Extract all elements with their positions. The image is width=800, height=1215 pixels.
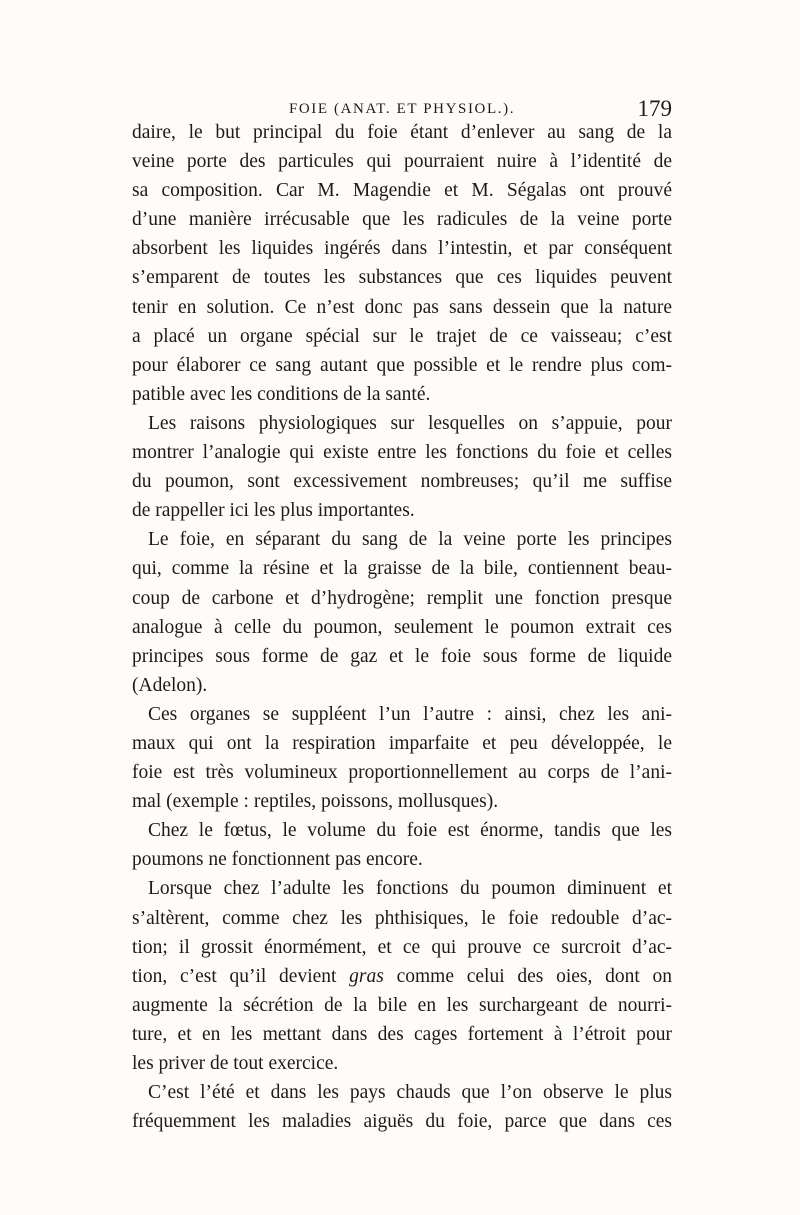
text-line: montrer l’analogie qui existe entre les fonctions du foie et celles — [132, 442, 672, 464]
text-line: pour élaborer ce sang autant que possible et le rendre plus com- — [132, 354, 672, 376]
text-line: Lorsque chez l’adulte les fonctions du poumon diminuent et — [148, 878, 672, 900]
text-line: foie est très volumineux proportionnellement au corps de l’ani- — [132, 762, 672, 784]
body-text — [132, 118, 672, 1136]
text-line: Le foie, en séparant du sang de la veine porte les principes — [148, 529, 672, 551]
text-line — [132, 962, 672, 991]
text-line: coup de carbone et d’hydrogène; remplit une fonction presque — [132, 587, 672, 609]
text-line: tion; il grossit énormément, et ce qui prouve ce surcroit d’ac- — [132, 936, 672, 958]
text-line: patible avec les conditions de la santé. — [132, 383, 431, 405]
text-line: mal (exemple : reptiles, poissons, mollusques). — [132, 791, 499, 813]
text-line: Les raisons physiologiques sur lesquelles on s’appuie, pour — [148, 412, 672, 434]
text-line: augmente la sécrétion de la bile en les surchargeant de nourri- — [132, 994, 672, 1016]
text-line: du poumon, sont excessivement nombreuses; qu’il me suffise — [132, 471, 672, 493]
text-line: qui, comme la résine et la graisse de la bile, contiennent beau- — [132, 558, 672, 580]
running-title: FOIE (ANAT. ET PHYSIOL.). — [288, 101, 516, 117]
text-line: tenir en solution. Ce n’est donc pas sans dessein que la nature — [132, 296, 672, 318]
text-line: daire, le but principal du foie étant d’enlever au sang de la — [132, 122, 672, 143]
text-line: maux qui ont la respiration imparfaite et peu développée, le — [132, 732, 672, 754]
text-line: fréquemment les maladies aiguës du foie, parce que dans ces — [132, 1111, 672, 1133]
italic-word: gras — [349, 965, 384, 987]
text-line: s’emparent de toutes les substances que ces liquides peuvent — [132, 267, 672, 289]
page-number: 179 — [637, 96, 672, 121]
text-segment: comme celui des oies, dont on — [383, 965, 672, 987]
text-line: veine porte des particules qui pourraient nuire à l’identité de — [132, 151, 672, 173]
text-line: (Adelon). — [132, 674, 208, 696]
text-line: Chez le fœtus, le volume du foie est énorme, tandis que les — [148, 820, 672, 842]
text-line: poumons ne fonctionnent pas encore. — [132, 849, 423, 871]
text-segment: tion, c’est qu’il devient — [132, 965, 350, 987]
text-line: d’une manière irrécusable que les radicules de la veine porte — [132, 209, 672, 231]
text-line: absorbent les liquides ingérés dans l’intestin, et par conséquent — [132, 238, 672, 260]
text-line: ture, et en les mettant dans des cages fortement à l’étroit pour — [132, 1023, 672, 1045]
text-line: analogue à celle du poumon, seulement le poumon extrait ces — [132, 616, 672, 638]
text-line: de rappeller ici les plus importantes. — [132, 500, 415, 522]
text-line: Ces organes se suppléent l’un l’autre : ainsi, chez les ani- — [148, 703, 672, 725]
text-line: sa composition. Car M. Magendie et M. Ségalas ont prouvé — [132, 180, 672, 202]
text-line: s’altèrent, comme chez les phthisiques, le foie redouble d’ac- — [132, 907, 672, 929]
text-line: a placé un organe spécial sur le trajet de ce vaisseau; c’est — [132, 325, 672, 347]
text-line: les priver de tout exercice. — [132, 1053, 339, 1074]
text-line: principes sous forme de gaz et le foie sous forme de liquide — [132, 645, 672, 667]
text-line: C’est l’été et dans les pays chauds que l’on observe le plus — [148, 1082, 672, 1104]
